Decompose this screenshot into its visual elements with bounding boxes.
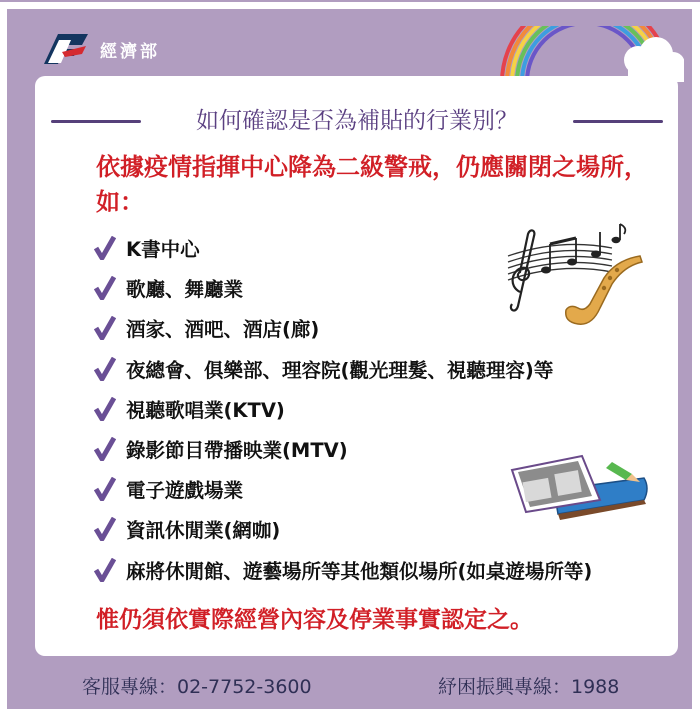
list-item-label: 錄影節目帶播映業(MTV) bbox=[126, 439, 348, 463]
checkmark-icon bbox=[94, 477, 116, 501]
header bbox=[38, 32, 160, 66]
list-item-label: 酒家、酒吧、酒店(廊) bbox=[126, 318, 320, 342]
relief-hotline: 紓困振興專線：1988 bbox=[438, 676, 620, 698]
list-item-label: 夜總會、俱樂部、理容院(觀光理髮、視聽理容)等 bbox=[126, 358, 554, 382]
checkmark-icon bbox=[94, 437, 116, 461]
book-pencil-icon bbox=[508, 452, 656, 522]
moea-logo-icon bbox=[38, 32, 90, 66]
checkmark-icon bbox=[94, 236, 116, 260]
service-hotline: 客服專線：02-7752-3600 bbox=[82, 676, 312, 698]
list-item bbox=[94, 389, 684, 429]
list-item-label: 視聽歌唱業(KTV) bbox=[126, 398, 285, 422]
checkmark-icon bbox=[94, 276, 116, 300]
checkmark-icon bbox=[94, 558, 116, 582]
rainbow-cloud-icon bbox=[488, 26, 684, 82]
list-item-label: 資訊休閒業(網咖) bbox=[126, 519, 281, 543]
title-row bbox=[51, 101, 663, 141]
checkmark-icon bbox=[94, 397, 116, 421]
note-text: 惟仍須依實際經營內容及停業事實認定之。 bbox=[96, 607, 533, 633]
checkmark-icon bbox=[94, 357, 116, 381]
music-saxophone-icon bbox=[500, 222, 650, 334]
title-divider-right bbox=[573, 120, 663, 123]
list-item-label: 電子遊戲場業 bbox=[126, 479, 244, 503]
list-item bbox=[94, 550, 684, 590]
list-item-label: 麻將休閒館、遊藝場所等其他類似場所(如桌遊場所等) bbox=[126, 559, 593, 583]
list-item-label: K書中心 bbox=[126, 238, 200, 262]
intro-heading: 依據疫情指揮中心降為二級警戒，仍應關閉之場所，如： bbox=[96, 153, 648, 216]
ministry-name: 經濟部 bbox=[100, 41, 160, 62]
page-title: 如何確認是否為補貼的行業別？ bbox=[196, 108, 518, 134]
checkmark-icon bbox=[94, 517, 116, 541]
list-item bbox=[94, 349, 684, 389]
list-item-label: 歌廳、舞廳業 bbox=[126, 278, 244, 302]
checkmark-icon bbox=[94, 316, 116, 340]
title-divider-left bbox=[51, 120, 141, 123]
top-border bbox=[0, 0, 700, 2]
